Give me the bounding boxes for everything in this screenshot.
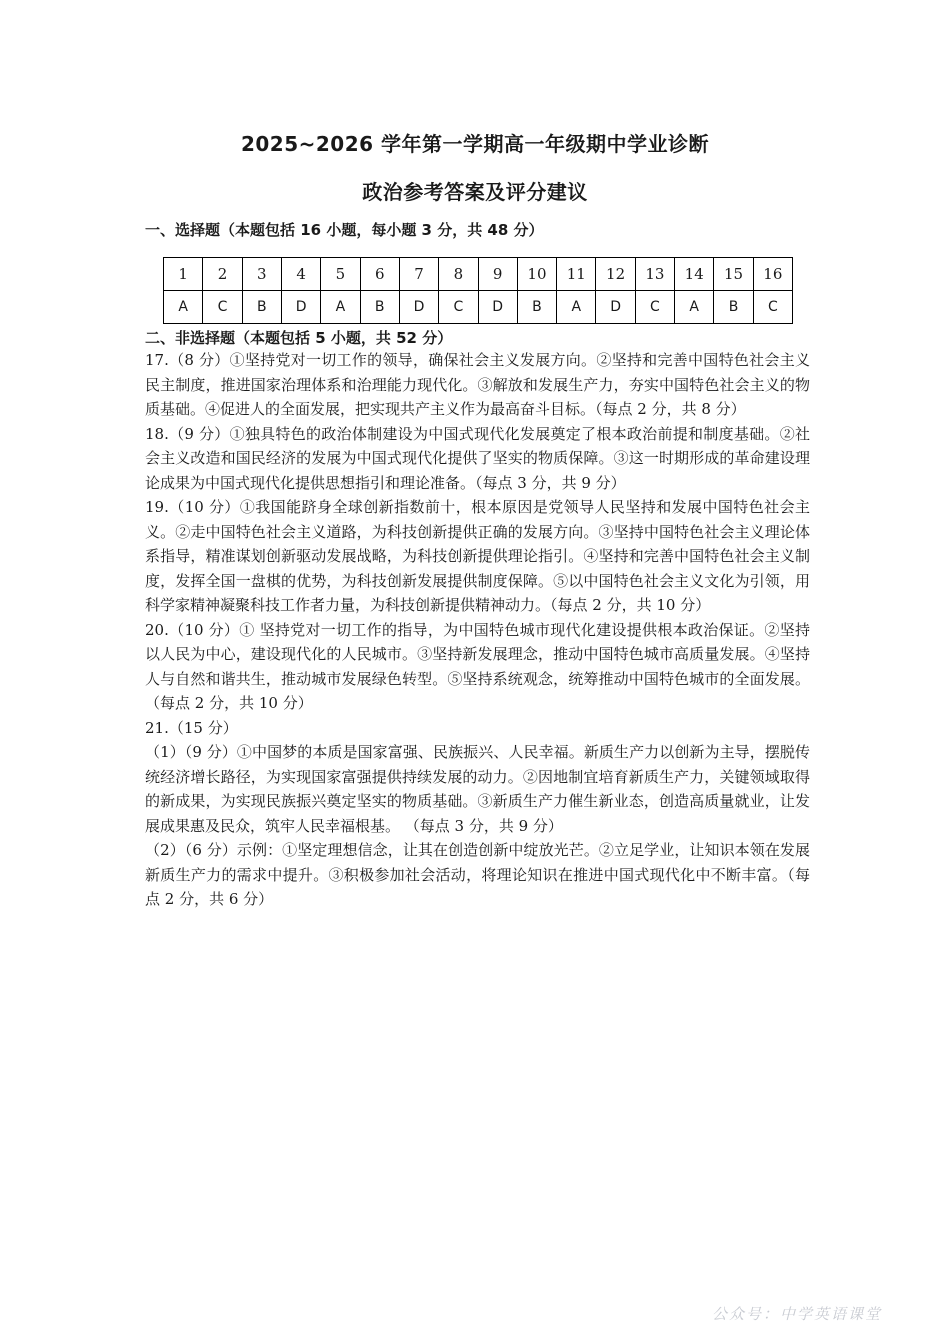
- question-number: 9: [478, 258, 517, 291]
- watermark: 公众号：中学英语课堂: [711, 1305, 882, 1323]
- answer-cell: D: [399, 291, 438, 324]
- answer-q21-heading: 21.（15 分）: [145, 718, 238, 737]
- answer-table: [163, 257, 793, 324]
- answer-cell: B: [360, 291, 399, 324]
- question-number: 10: [517, 258, 556, 291]
- answer-cell: A: [557, 291, 596, 324]
- question-number: 4: [281, 258, 320, 291]
- question-number: 5: [321, 258, 360, 291]
- question-number: 3: [242, 258, 281, 291]
- answer-cell: D: [596, 291, 635, 324]
- question-number: 15: [714, 258, 753, 291]
- answer-q21-part2: （2）（6 分）示例：①坚定理想信念，让其在创造创新中绽放光芒。②立足学业，让知识本领在发展新质生产力的需求中提升。③积极参加社会活动，将理论知识在推进中国式现代化中不断丰富。（每点 2 分，共 6 分）: [145, 841, 810, 908]
- answer-cell: C: [753, 291, 792, 324]
- answer-cell: D: [281, 291, 320, 324]
- answer-body: [145, 348, 810, 912]
- answer-cell: C: [439, 291, 478, 324]
- question-number: 1: [164, 258, 203, 291]
- document-subtitle: 政治参考答案及评分建议: [362, 180, 588, 204]
- answer-cell: B: [242, 291, 281, 324]
- question-number: 6: [360, 258, 399, 291]
- answer-q20: 20.（10 分）① 坚持党对一切工作的指导，为中国特色城市现代化建设提供根本政治保证。②坚持以人民为中心，建设现代化的人民城市。③坚持新发展理念，推动中国特色城市高质量发展。④坚持人与自然和谐共生，推动城市发展绿色转型。⑤坚持系统观念，统筹推动中国特色城市的全面发展。（每点 2 分，共 10 分）: [145, 620, 810, 712]
- question-number: 11: [557, 258, 596, 291]
- question-number: 7: [399, 258, 438, 291]
- answer-q18: 18.（9 分）①独具特色的政治体制建设为中国式现代化发展奠定了根本政治前提和制度基础。②社会主义改造和国民经济的发展为中国式现代化提供了坚实的物质保障。③这一时期形成的革命建设理论成果为中国式现代化提供思想指引和理论准备。（每点 3 分，共 9 分）: [145, 424, 810, 492]
- document-title: 2025~2026 学年第一学期高一年级期中学业诊断: [240, 132, 710, 156]
- section2-heading: 二、非选择题（本题包括 5 小题，共 52 分）: [145, 329, 453, 347]
- question-number: 14: [675, 258, 714, 291]
- question-number: 13: [635, 258, 674, 291]
- answer-q19: 19.（10 分）①我国能跻身全球创新指数前十，根本原因是党领导人民坚持和发展中国特色社会主义。②走中国特色社会主义道路，为科技创新提供正确的发展方向。③坚持中国特色社会主义理论体系指导，精准谋划创新驱动发展战略，为科技创新提供理论指引。④坚持和完善中国特色社会主义制度，发挥全国一盘棋的优势，为科技创新发展提供制度保障。⑤以中国特色社会主义文化为引领，用科学家精神凝聚科技工作者力量，为科技创新提供精神动力。（每点 2 分，共 10 分）: [145, 498, 810, 614]
- answer-cell: A: [675, 291, 714, 324]
- section1-heading: 一、选择题（本题包括 16 小题，每小题 3 分，共 48 分）: [145, 221, 544, 239]
- answer-cell: A: [321, 291, 360, 324]
- answer-cell: A: [164, 291, 203, 324]
- question-number-row: [164, 258, 793, 291]
- question-number: 16: [753, 258, 792, 291]
- question-number: 2: [203, 258, 242, 291]
- question-number: 8: [439, 258, 478, 291]
- answer-cell: D: [478, 291, 517, 324]
- answer-cell: C: [203, 291, 242, 324]
- answer-q17: 17.（8 分）①坚持党对一切工作的领导，确保社会主义发展方向。②坚持和完善中国特色社会主义民主制度，推进国家治理体系和治理能力现代化。③解放和发展生产力，夯实中国特色社会主义的物质基础。④促进人的全面发展，把实现共产主义作为最高奋斗目标。（每点 2 分，共 8 分）: [145, 351, 810, 418]
- answer-cell: B: [517, 291, 556, 324]
- answer-q21-part1: （1）（9 分）①中国梦的本质是国家富强、民族振兴、人民幸福。新质生产力以创新为主导，摆脱传统经济增长路径，为实现国家富强提供持续发展的动力。②因地制宜培育新质生产力，关键领域取得的新成果，为实现民族振兴奠定坚实的物质基础。③新质生产力催生新业态，创造高质量就业，让发展成果惠及民众，筑牢人民幸福根基。 （每点 3 分，共 9 分）: [145, 743, 810, 835]
- answer-cell: B: [714, 291, 753, 324]
- answer-row: [164, 291, 793, 324]
- answer-cell: C: [635, 291, 674, 324]
- question-number: 12: [596, 258, 635, 291]
